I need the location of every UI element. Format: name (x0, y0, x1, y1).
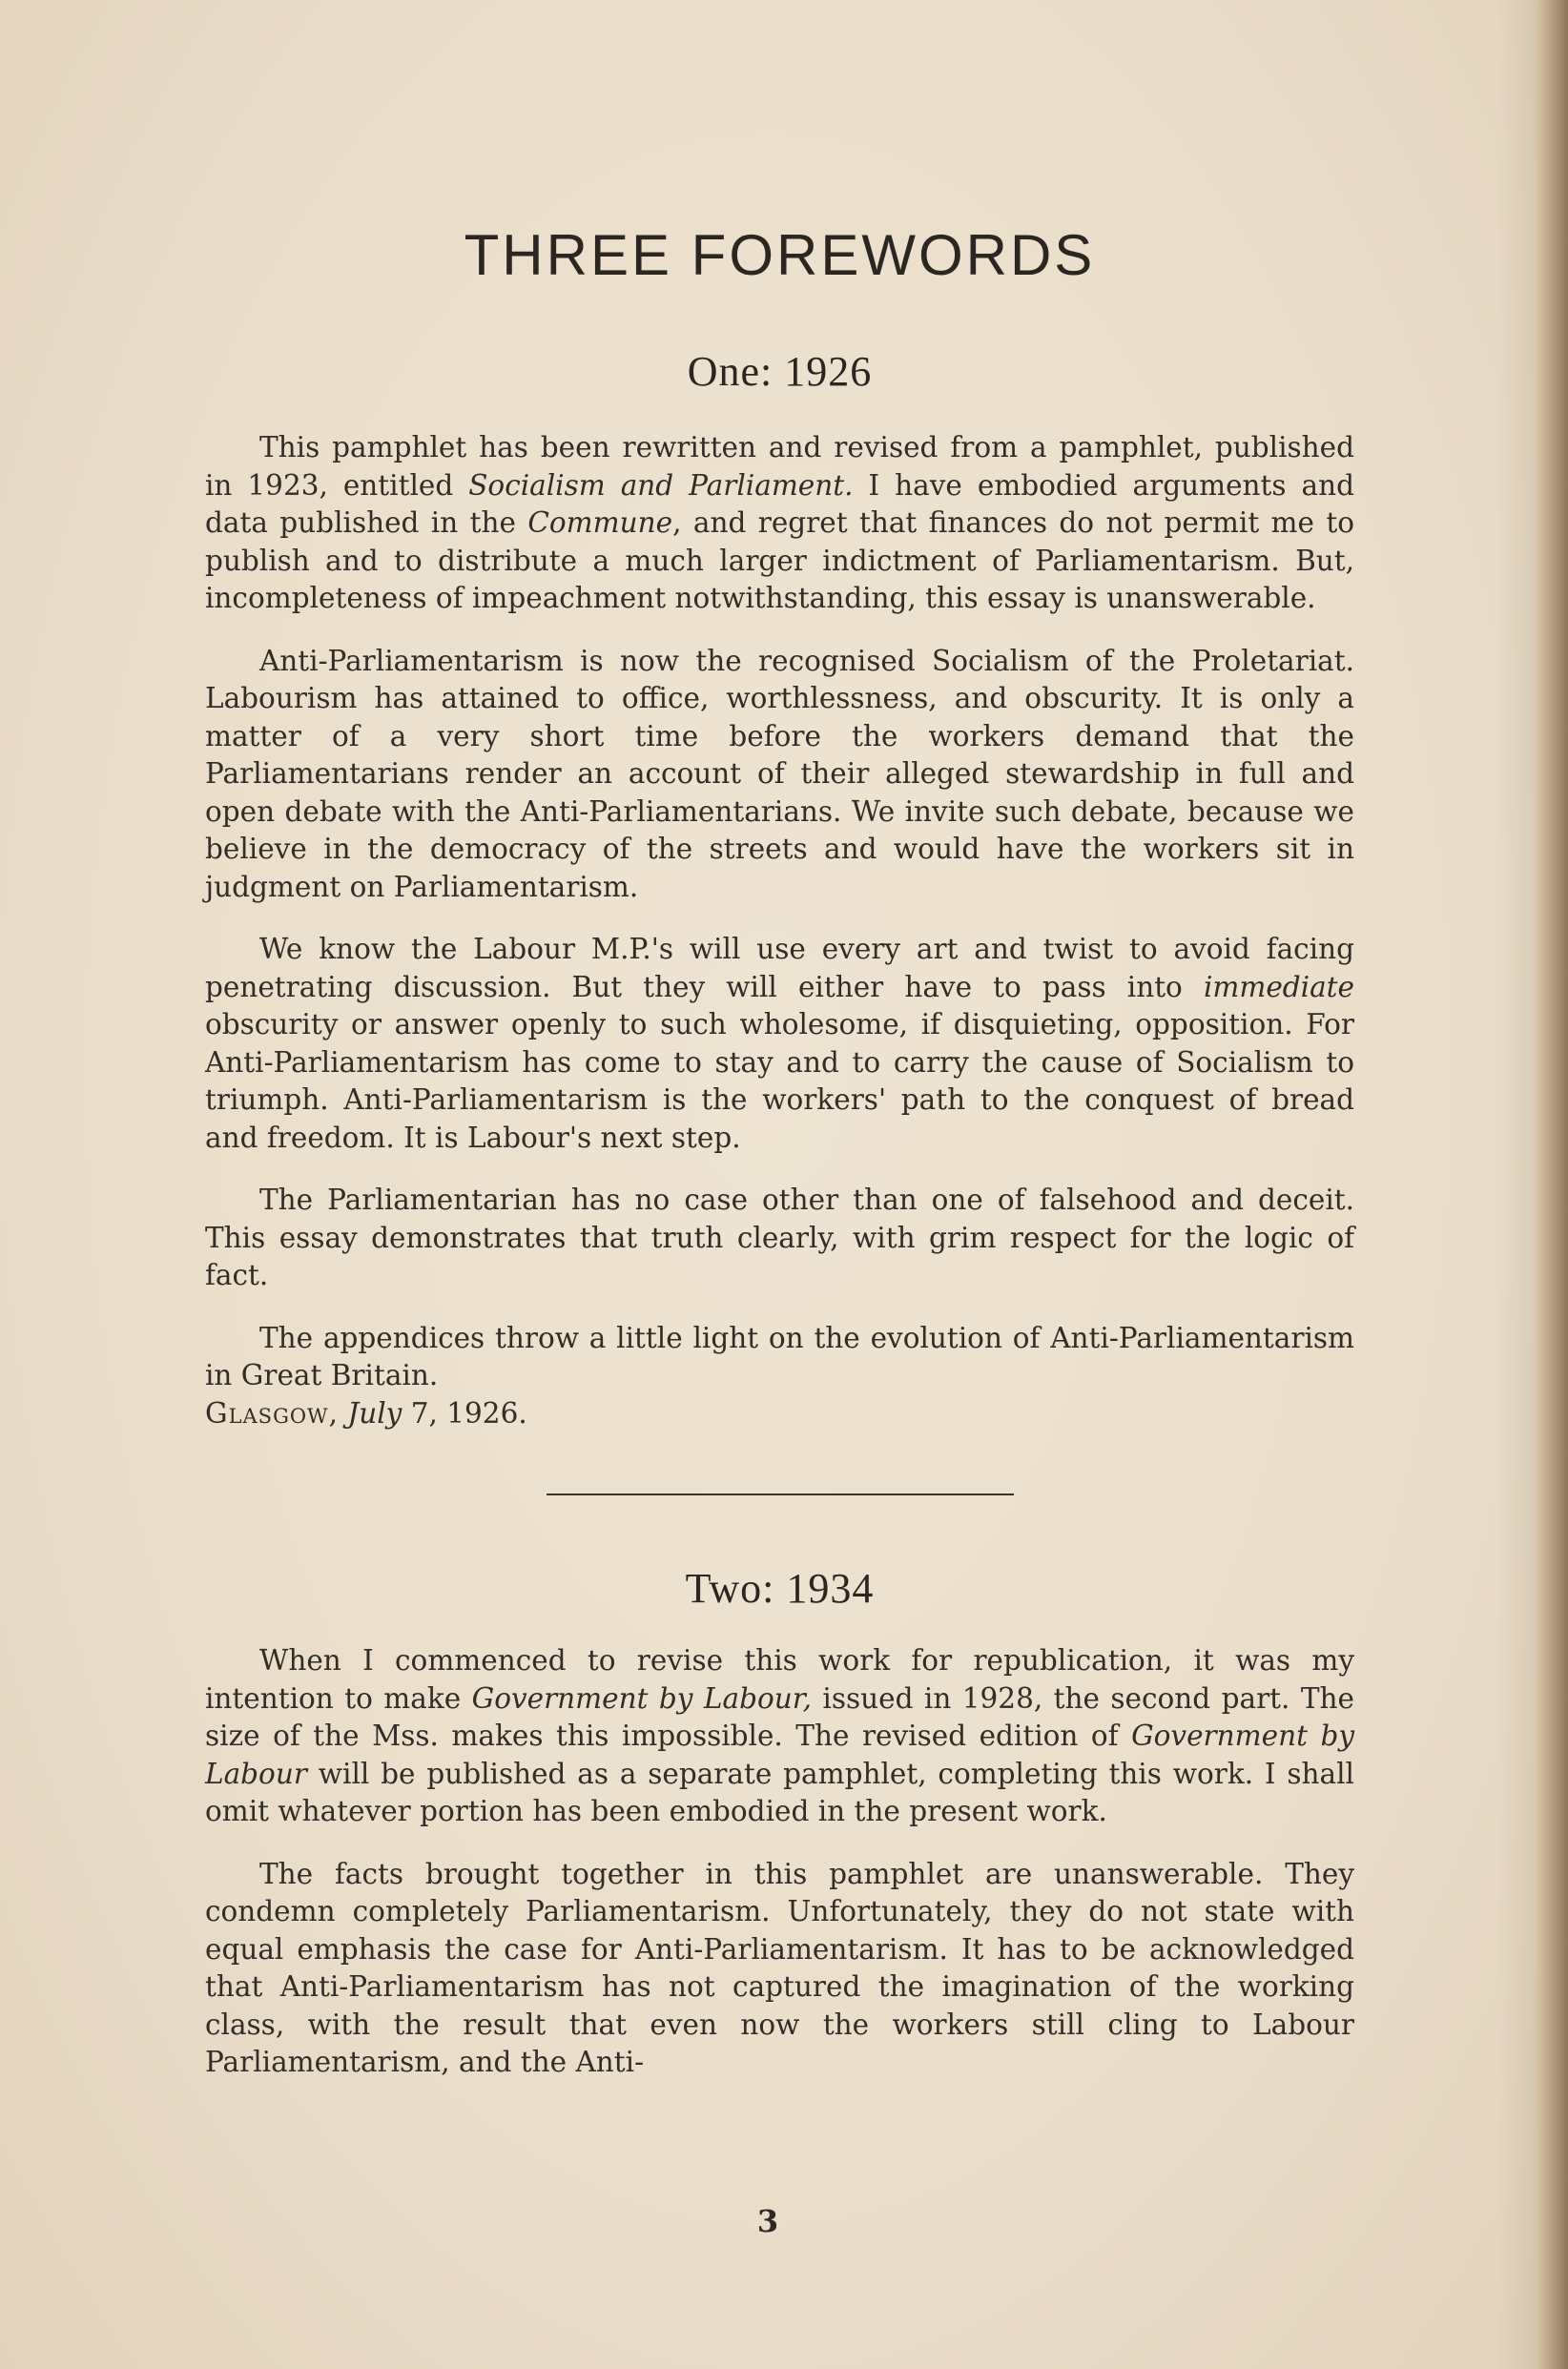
paragraph (205, 931, 1354, 1157)
italic-title: Socialism and Parliament. (468, 468, 854, 502)
book-spine-edge (1536, 0, 1568, 2369)
text-run: I have embodied arguments and data published in the (205, 468, 1354, 539)
text-run: This pamphlet has been rewritten and revised from a pamphlet, published in 1923, entitled (205, 431, 1354, 502)
page-content (205, 223, 1354, 2107)
text-run: issued in 1928, the second part. The size of the Mss. makes this impossible. The revised edition of (205, 1681, 1354, 1752)
italic-title: Government by Labour, (471, 1681, 812, 1715)
page-title: THREE FOREWORDS (464, 223, 1096, 287)
italic-word: immediate (1203, 970, 1354, 1003)
text-run: obscurity or answer openly to such wholesome, if disquieting, opposition. For Anti-Parliamentarism has come to stay and to carry the cause of Socialism to triumph. Anti-Parliamentarism is the workers' path to the conquest of bread and freedom. It is Labour's next step. (205, 1008, 1354, 1154)
text-run: When I commenced to revise this work for republication, it was my intention to make (205, 1644, 1354, 1715)
page-number: 3 (756, 2203, 779, 2239)
section-heading-two: Two: 1934 (685, 1565, 875, 1612)
paragraph: The appendices throw a little light on the evolution of Anti-Parliamentarism in Great Britain. (205, 1321, 1354, 1391)
page-fold-shadow (1497, 0, 1536, 2369)
section-heading-one: One: 1926 (687, 348, 873, 395)
paragraph: The facts brought together in this pamphlet are unanswerable. They condemn completely Parliamentarism. Unfortunately, they do not state with equal emphasis the case for Anti-Parliamentarism. It has to be acknowledged that Anti-Parliamentarism has not captured the imagination of the working class, with the result that even now the workers still cling to Labour Parliamentarism, and the Anti- (205, 1857, 1354, 2078)
paragraph: The Parliamentarian has no case other than one of falsehood and deceit. This essay demonstrates that truth clearly, with grim respect for the logic of fact. (205, 1184, 1354, 1291)
signoff-date: 7, 1926. (402, 1396, 527, 1430)
text-run: We know the Labour M.P.'s will use every art and twist to avoid facing penetrating discussion. But they will either have to pass into (205, 933, 1354, 1003)
signoff-month: July (347, 1396, 402, 1430)
signoff-line (205, 1395, 1354, 1433)
text-run: , and regret that finances do not permit me to publish and to distribute a much larger indictment of Parliamentarism. But, incompleteness of impeachment notwithstanding, this essay is unanswerable. (205, 506, 1354, 614)
text-run: will be published as a separate pamphlet, completing this work. I shall omit whatever portion has been embodied in the present work. (205, 1757, 1354, 1827)
paragraph (205, 1642, 1354, 1831)
signoff-place: Glasgow, (205, 1396, 340, 1430)
section-divider (547, 1494, 1014, 1495)
italic-title: Commune (527, 506, 673, 539)
paragraph: Anti-Parliamentarism is now the recognised Socialism of the Proletariat. Labourism has attained to office, worthlessness, and obscurity. It is only a matter of a very short time before the workers demand that the Parliamentarians render an account of their alleged stewardship in full and open debate with the Anti-Parliamentarians. We invite such debate, because we believe in the democracy of the streets and would have the workers sit in judgment on Parliamentarism. (205, 644, 1354, 903)
italic-title: Government by Labour (205, 1720, 1354, 1790)
paragraph (205, 429, 1354, 618)
